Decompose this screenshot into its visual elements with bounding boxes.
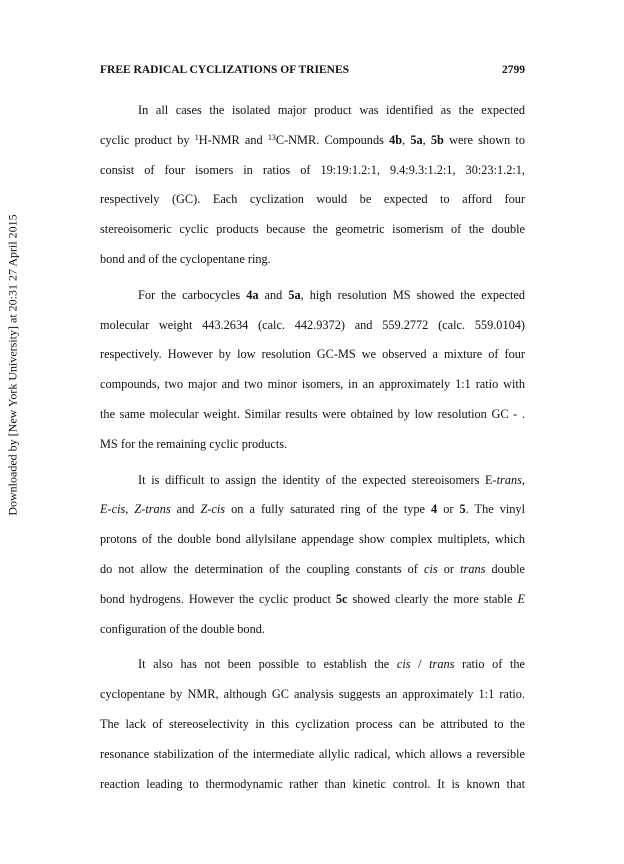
text-run: and xyxy=(170,502,201,517)
text-run: In all cases the isolated major product was identified as the expected xyxy=(138,103,525,117)
compound-number: 5 xyxy=(459,502,466,517)
text-line xyxy=(100,710,525,740)
text-line xyxy=(100,311,525,341)
text-run: or xyxy=(437,502,460,517)
running-header xyxy=(100,64,525,80)
text-run: For the carbocycles xyxy=(138,287,247,302)
text-run: bond hydrogens. However the cyclic product xyxy=(100,591,336,606)
italic-term: trans xyxy=(429,657,455,672)
text-run: cyclic product by xyxy=(100,132,195,147)
text-run: C-NMR. Compounds xyxy=(275,132,390,147)
text-run: reaction leading to thermodynamic rather than kinetic control. It is known that xyxy=(100,776,525,791)
paragraph xyxy=(100,96,525,275)
text-line xyxy=(100,525,525,555)
text-run: or xyxy=(437,561,461,576)
text-line xyxy=(100,340,525,370)
paragraph xyxy=(100,650,525,799)
compound-number: 5b xyxy=(430,132,444,147)
text-line xyxy=(100,615,525,645)
italic-term: E xyxy=(517,591,525,606)
compound-number: 5a xyxy=(288,287,301,302)
text-line xyxy=(100,370,525,400)
paragraph xyxy=(100,466,525,645)
text-line xyxy=(100,495,525,525)
text-line xyxy=(100,185,525,215)
text-run: H-NMR and xyxy=(198,132,268,147)
text-run: consist of four isomers in ratios of 19:19:1.2:1, 9.4:9.3:1.2:1, 30:23:1.2:1, xyxy=(100,162,525,177)
text-run: on a fully saturated ring of the type xyxy=(225,502,432,517)
text-run: compounds, two major and two minor isomers, in an approximately 1:1 ratio with xyxy=(100,377,525,392)
text-run: , xyxy=(125,502,135,517)
body-text xyxy=(100,96,525,799)
italic-term: E-cis xyxy=(100,502,126,517)
download-watermark xyxy=(2,120,24,610)
text-line xyxy=(100,281,525,311)
text-run: and xyxy=(258,287,289,302)
italic-term: trans xyxy=(460,561,486,576)
paragraph xyxy=(100,281,525,460)
running-title: FREE RADICAL CYCLIZATIONS OF TRIENES xyxy=(100,64,350,76)
text-line xyxy=(100,650,525,680)
text-run: bond and of the cyclopentane ring. xyxy=(100,251,271,266)
text-run: double xyxy=(485,561,525,576)
italic-term: cis xyxy=(396,657,411,672)
compound-number: 4 xyxy=(431,502,438,517)
text-line xyxy=(100,215,525,245)
text-line xyxy=(100,466,525,496)
superscript: 1 xyxy=(194,132,199,142)
italic-term: Z-cis xyxy=(200,502,226,517)
text-run: stereoisomeric cyclic products because the geometric isomerism of the double xyxy=(100,222,525,237)
text-run: , high resolution MS showed the expected xyxy=(300,287,525,302)
italic-term: trans, xyxy=(496,472,525,487)
text-run: respectively (GC). Each cyclization would be expected to afford four xyxy=(100,192,525,207)
text-run: showed clearly the more stable xyxy=(347,591,518,606)
text-run: the same molecular weight. Similar results were obtained by low resolution GC - . xyxy=(100,406,525,421)
text-line xyxy=(100,585,525,615)
text-line xyxy=(100,156,525,186)
compound-number: 5c xyxy=(335,591,348,606)
text-line xyxy=(100,126,525,156)
text-line xyxy=(100,245,525,275)
italic-term: Z-trans xyxy=(134,502,171,517)
download-watermark-text: Downloaded by [New York University] at 20:31 27 April 2015 xyxy=(5,214,20,516)
text-run: It also has not been possible to establish the xyxy=(138,657,397,672)
text-line xyxy=(100,555,525,585)
text-line xyxy=(100,430,525,460)
text-run: The lack of stereoselectivity in this cyclization process can be attributed to the xyxy=(100,716,525,731)
text-run: molecular weight 443.2634 (calc. 442.9372) and 559.2772 (calc. 559.0104) xyxy=(100,317,525,332)
text-run: do not allow the determination of the coupling constants of xyxy=(100,561,424,576)
text-run: resonance stabilization of the intermediate allylic radical, which allows a reversible xyxy=(100,746,525,761)
page-number: 2799 xyxy=(502,64,525,76)
text-run: ratio of the xyxy=(454,657,525,672)
text-line xyxy=(100,96,525,126)
text-run: cyclopentane by NMR, although GC analysis suggests an approximately 1:1 ratio. xyxy=(100,687,525,702)
compound-number: 4b xyxy=(389,132,403,147)
text-run: were shown to xyxy=(443,132,525,147)
text-run: configuration of the double bond. xyxy=(100,621,265,636)
text-run: respectively. However by low resolution GC-MS we observed a mixture of four xyxy=(100,347,525,362)
text-run: protons of the double bond allylsilane appendage show complex multiplets, which xyxy=(100,532,525,547)
text-line xyxy=(100,770,525,800)
text-run: , xyxy=(402,132,411,147)
text-run: , xyxy=(422,132,431,147)
compound-number: 5a xyxy=(410,132,423,147)
italic-term: cis xyxy=(424,561,438,576)
text-run: . The vinyl xyxy=(465,502,525,517)
text-line xyxy=(100,400,525,430)
superscript: 13 xyxy=(267,132,276,142)
text-run: It is difficult to assign the identity of the expected stereoisomers E- xyxy=(138,472,497,487)
compound-number: 4a xyxy=(246,287,259,302)
text-run: MS for the remaining cyclic products. xyxy=(100,436,288,451)
text-line xyxy=(100,740,525,770)
text-line xyxy=(100,680,525,710)
text-run: / xyxy=(410,657,430,672)
